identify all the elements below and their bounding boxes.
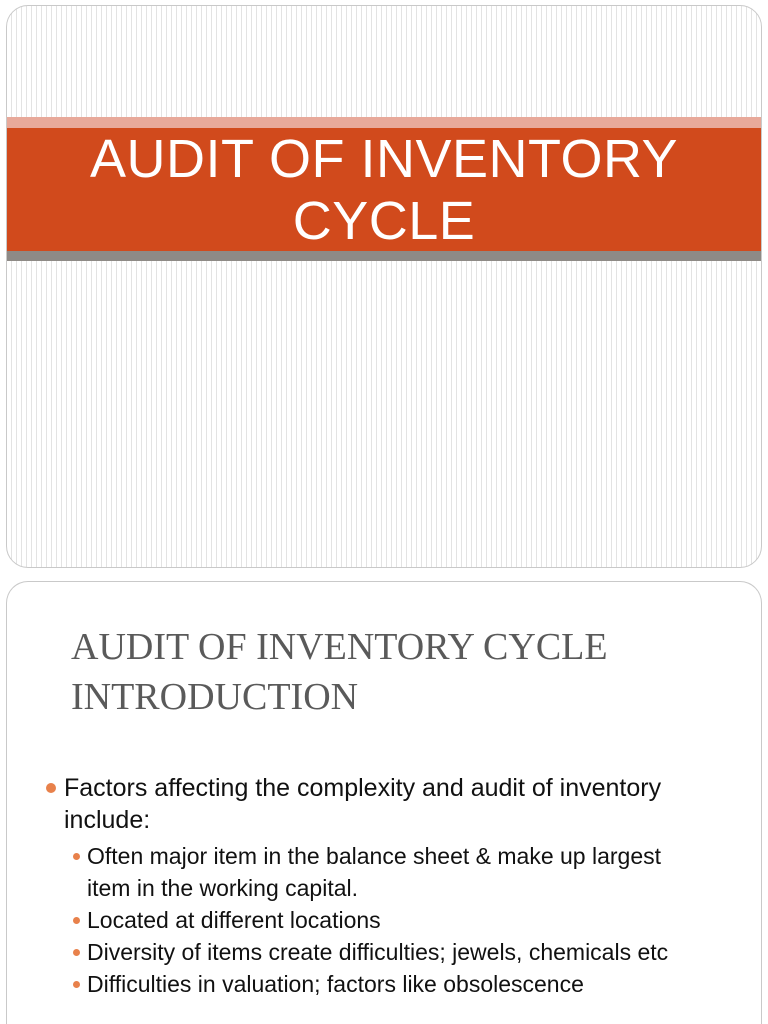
bullet-list <box>7 772 762 1000</box>
sub-bullet-text: Difficulties in valuation; factors like obsolescence <box>87 971 584 997</box>
sub-bullet-dot-icon <box>73 853 80 860</box>
title-band-bottom-stripe <box>7 251 761 261</box>
title-band-top-stripe <box>7 117 761 128</box>
sub-bullet-dot-icon <box>73 981 80 988</box>
bullet-text: Factors affecting the complexity and audit of inventory include: <box>64 774 662 834</box>
sub-bullet-dot-icon <box>73 917 80 924</box>
sub-bullet-item <box>87 840 707 904</box>
title-slide <box>6 5 762 568</box>
sub-bullet-text: Often major item in the balance sheet & make up largest item in the working capital. <box>87 843 662 901</box>
sub-bullet-text: Diversity of items create difficulties; jewels, chemicals etc <box>87 939 669 965</box>
sub-bullet-item <box>87 936 707 968</box>
sub-bullet-item <box>87 904 707 936</box>
content-slide-title <box>71 622 731 722</box>
slide-title: AUDIT OF INVENTORY CYCLE <box>89 128 679 251</box>
content-slide-title-line-1: AUDIT OF INVENTORY CYCLE <box>71 626 608 668</box>
sub-bullet-list <box>64 840 744 1000</box>
content-slide <box>6 581 762 1024</box>
title-band <box>7 128 761 251</box>
sub-bullet-dot-icon <box>73 949 80 956</box>
content-slide-title-line-2: INTRODUCTION <box>71 676 359 718</box>
bullet-dot-icon <box>46 783 56 793</box>
sub-bullet-text: Located at different locations <box>87 907 381 933</box>
sub-bullet-item <box>87 968 707 1000</box>
bullet-item <box>64 772 744 1000</box>
